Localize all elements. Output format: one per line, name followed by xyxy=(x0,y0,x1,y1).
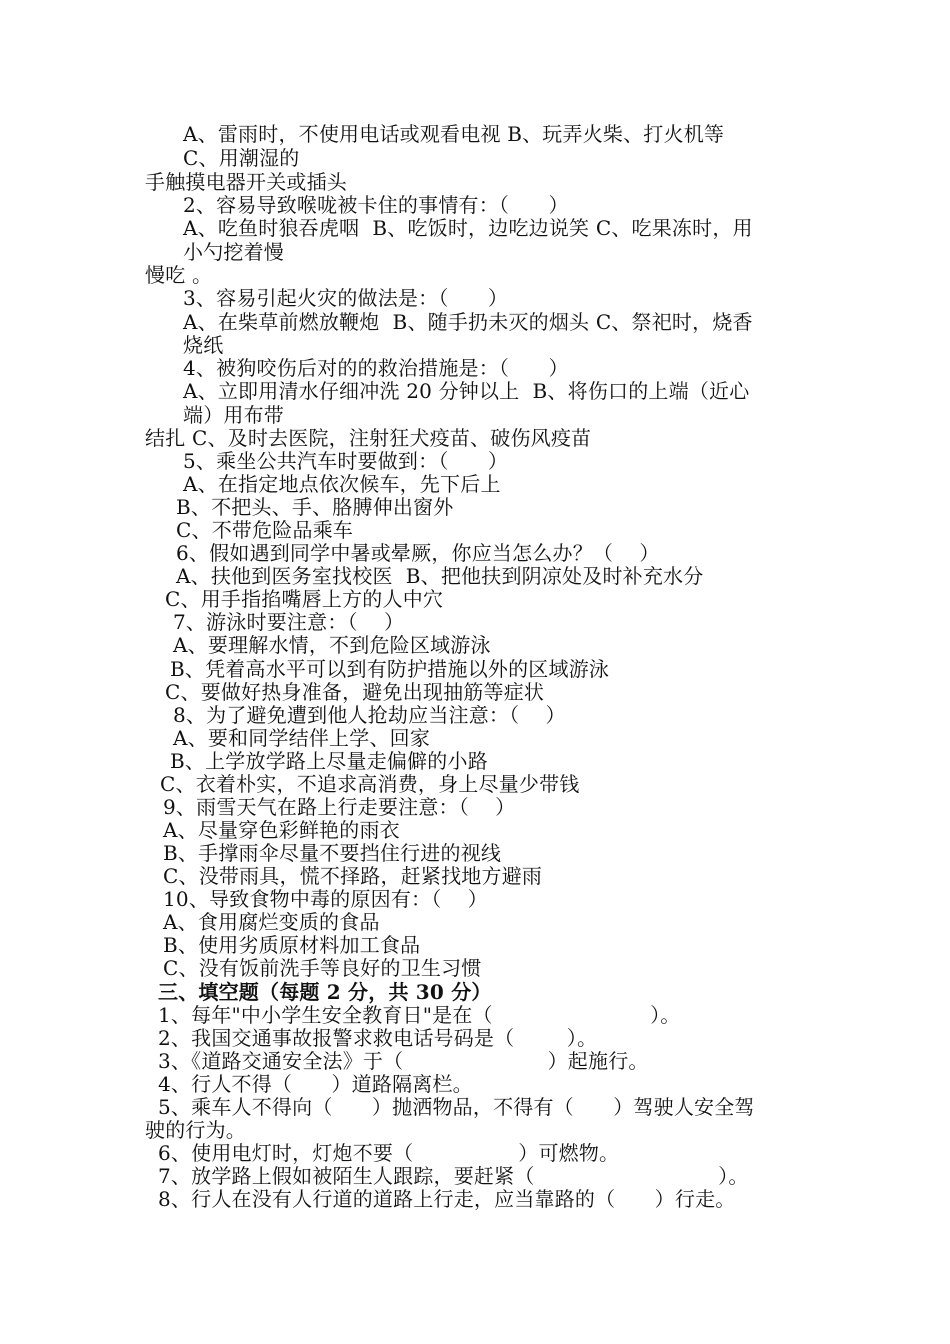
text-line: 7、放学路上假如被陌生人跟踪，要赶紧（ ）。 xyxy=(158,1164,749,1188)
text-line: 慢吃 。 xyxy=(145,263,213,287)
text-line: 手触摸电器开关或插头 xyxy=(145,170,347,194)
text-line: 8、为了避免遭到他人抢劫应当注意：（ ） xyxy=(173,703,566,727)
text-line: B、不把头、手、胳膊伸出窗外 xyxy=(176,495,454,519)
text-line: C、没带雨具，慌不择路，赶紧找地方避雨 xyxy=(163,864,543,888)
text-line: A、尽量穿色彩鲜艳的雨衣 xyxy=(163,818,400,842)
text-line: 小勺挖着慢 xyxy=(183,240,284,264)
text-line: C、用潮湿的 xyxy=(183,146,300,170)
text-line: 4、被狗咬伤后对的的救治措施是：（ ） xyxy=(183,356,569,380)
text-line: A、雷雨时，不使用电话或观看电视 B、玩弄火柴、打火机等 xyxy=(183,122,725,146)
text-line: B、手撑雨伞尽量不要挡住行进的视线 xyxy=(163,841,502,865)
text-line: A、要和同学结伴上学、回家 xyxy=(173,726,431,750)
text-line: 5、乘车人不得向（ ）抛洒物品，不得有（ ）驾驶人安全驾 xyxy=(158,1095,755,1119)
text-line: A、食用腐烂变质的食品 xyxy=(163,910,380,934)
text-line: 10、导致食物中毒的原因有：（ ） xyxy=(163,887,488,911)
text-line: 驶的行为。 xyxy=(145,1118,246,1142)
text-line: 9、雨雪天气在路上行走要注意：（ ） xyxy=(163,795,516,819)
text-line: 2、我国交通事故报警求救电话号码是（ ）。 xyxy=(158,1026,598,1050)
text-line: 结扎 C、及时去医院，注射狂犬疫苗、破伤风疫苗 xyxy=(145,426,592,450)
text-line: 2、容易导致喉咙被卡住的事情有：（ ） xyxy=(183,193,569,217)
text-line: C、要做好热身准备，避免出现抽筋等症状 xyxy=(165,680,545,704)
text-line: C、衣着朴实，不追求高消费，身上尽量少带钱 xyxy=(160,772,580,796)
text-line: 7、游泳时要注意：（ ） xyxy=(173,610,405,634)
text-line: A、在柴草前燃放鞭炮 B、随手扔未灭的烟头 C、祭祀时，烧香 xyxy=(183,310,753,334)
text-line: A、在指定地点依次候车，先下后上 xyxy=(183,472,501,496)
text-line: B、凭着高水平可以到有防护措施以外的区域游泳 xyxy=(170,657,610,681)
text-line: 1、每年"中小学生安全教育日"是在（ ）。 xyxy=(158,1003,681,1027)
text-line: A、立即用清水仔细冲洗 20 分钟以上 B、将伤口的上端（近心 xyxy=(183,379,750,403)
text-line: 3、容易引起火灾的做法是：（ ） xyxy=(183,286,509,310)
text-line: 4、行人不得（ ）道路隔离栏。 xyxy=(158,1072,473,1096)
text-line: 烧纸 xyxy=(183,333,224,357)
text-line: C、没有饭前洗手等良好的卫生习惯 xyxy=(163,956,482,980)
text-line: 8、行人在没有人行道的道路上行走，应当靠路的（ ）行走。 xyxy=(158,1187,736,1211)
text-line: B、使用劣质原材料加工食品 xyxy=(163,933,421,957)
text-line: C、不带危险品乘车 xyxy=(176,518,354,542)
text-line: 6、使用电灯时，灯炮不要（ ）可燃物。 xyxy=(158,1141,620,1165)
text-line: 端）用布带 xyxy=(183,403,284,427)
text-line: A、吃鱼时狼吞虎咽 B、吃饭时，边吃边说笑 C、吃果冻时，用 xyxy=(183,216,753,240)
text-line: 5、乘坐公共汽车时要做到：（ ） xyxy=(183,449,509,473)
text-line: A、要理解水情，不到危险区域游泳 xyxy=(173,633,491,657)
text-line: A、扶他到医务室找校医 B、把他扶到阴凉处及时补充水分 xyxy=(176,564,704,588)
text-line: B、上学放学路上尽量走偏僻的小路 xyxy=(170,749,488,773)
section-heading: 三、填空题（每题 2 分，共 30 分） xyxy=(158,980,492,1004)
text-line: 6、假如遇到同学中暑或晕厥，你应当怎么办？（ ） xyxy=(176,541,660,565)
text-line: 3、《道路交通安全法》于（ ）起施行。 xyxy=(158,1049,649,1073)
text-line: C、用手指掐嘴唇上方的人中穴 xyxy=(165,587,444,611)
